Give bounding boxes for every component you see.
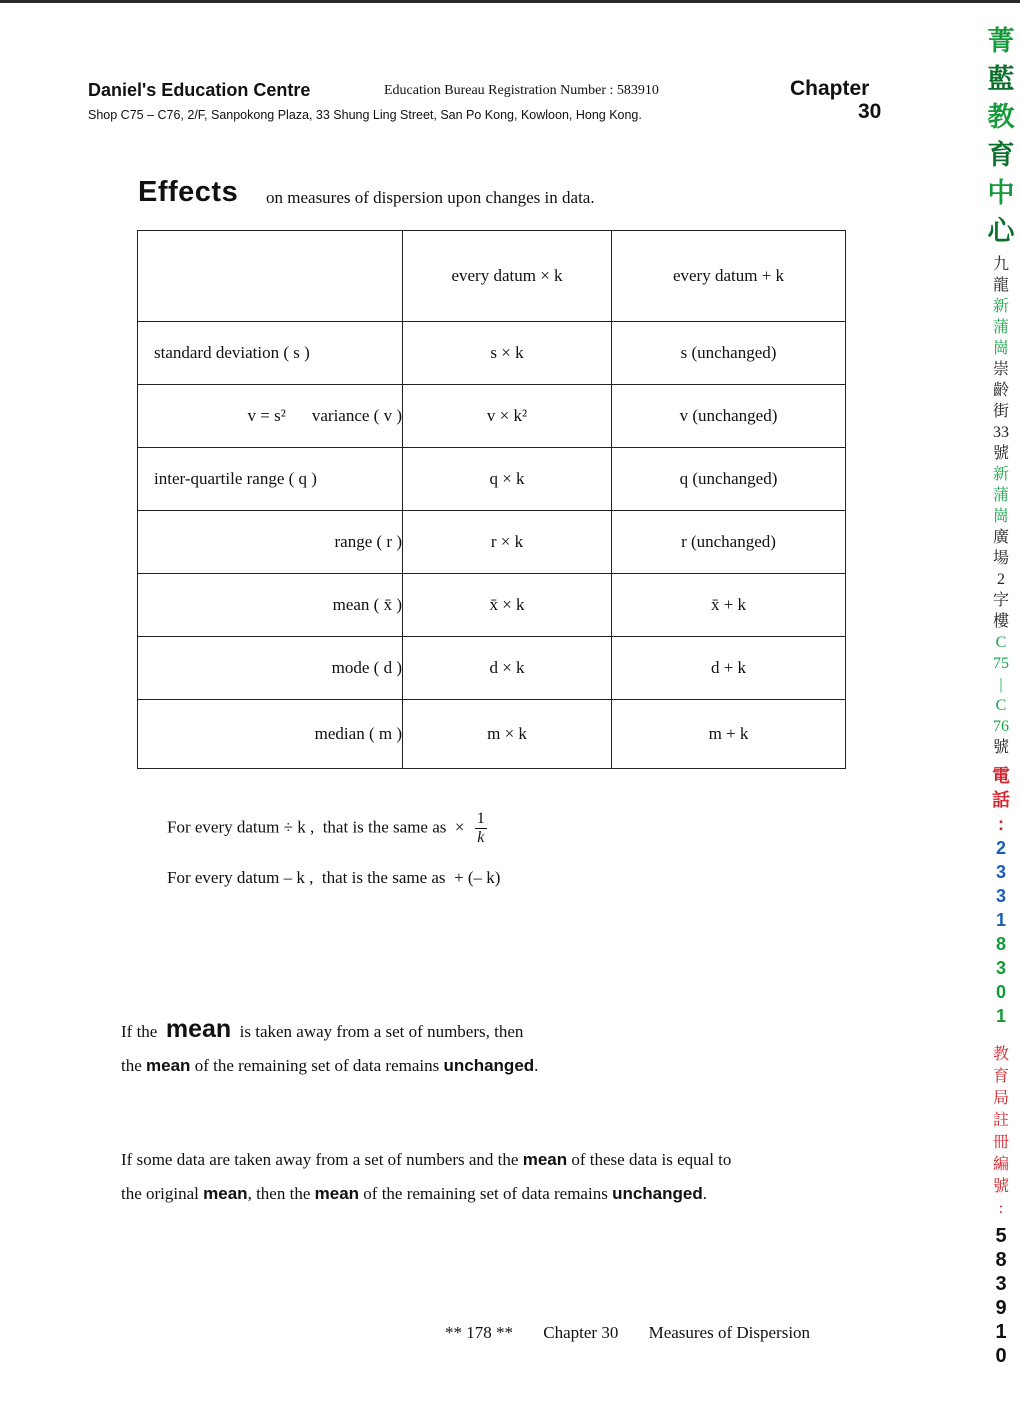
reciprocal-fraction [475,810,487,847]
side-address-char: | [999,676,1003,693]
side-address-char: 76 [993,718,1009,735]
side-name-char: 菁 [987,26,1015,56]
table-row [138,448,846,511]
variance-relation: v = s² [247,406,286,425]
side-address-char: 75 [993,655,1009,672]
side-address-char: 蒲 [992,319,1009,336]
column-header-add: every datum + k [612,231,846,322]
cell-multiply: r × k [403,511,612,574]
subtract-middle: that is the same as [321,868,446,887]
side-registration-digit: 1 [995,1321,1007,1343]
side-registration-digit: 8 [995,1249,1007,1271]
side-phone-label [986,764,1016,836]
cell-multiply: m × k [403,700,612,769]
subtract-note [167,868,500,888]
row-label: variance ( v ) [311,406,402,425]
top-rule [0,0,1020,3]
side-name-char: 育 [987,140,1015,170]
mean-emphasis: mean [165,1015,232,1043]
fraction-numerator: 1 [476,810,485,827]
subset-removed-paragraph: If some data are taken away from a set of numbers and the mean of these data is equal to the original mean, then the mean of the remaining set of data remains unchanged. [121,1150,732,1203]
side-address-char: 蒲 [992,487,1009,504]
side-name-char: 心 [987,216,1015,246]
side-registration-label [986,1044,1016,1220]
cell-multiply: s × k [403,322,612,385]
side-phone-digit: 1 [995,910,1006,930]
side-registration-digit: 9 [995,1297,1007,1319]
footer-chapter: Chapter 30 [543,1323,619,1342]
side-registration-digit: 5 [995,1225,1007,1247]
table-corner-cell [138,231,403,322]
cell-add: r (unchanged) [612,511,846,574]
side-address-char: 場 [992,550,1009,567]
side-address-char: 崗 [992,508,1009,525]
cell-add: v (unchanged) [612,385,846,448]
side-strip [986,22,1016,1368]
table-header-row [138,231,846,322]
para-text: of the remaining set of data remains [194,1056,440,1075]
side-address [986,254,1016,758]
table-row [138,385,846,448]
side-registration-number [986,1224,1016,1368]
side-registration-char: 冊 [992,1134,1009,1151]
para-text: the original [121,1184,199,1203]
row-label: standard deviation ( s ) [138,322,403,385]
side-registration-char: 註 [992,1112,1009,1129]
section-subtitle: on measures of dispersion upon changes in data. [266,188,595,207]
table-row [138,637,846,700]
side-centre-name [986,22,1016,250]
cell-multiply: v × k² [403,385,612,448]
side-phone-digit: 8 [995,934,1006,954]
cell-multiply: d × k [403,637,612,700]
side-address-char: 街 [992,403,1009,420]
row-label: range ( r ) [138,511,403,574]
side-address-char: 樓 [992,613,1009,630]
side-phone-digit: 3 [995,886,1006,906]
row-label: inter-quartile range ( q ) [138,448,403,511]
para-text: of these data is equal to [571,1150,732,1169]
side-address-char: C [995,634,1007,651]
side-address-char: 崗 [992,340,1009,357]
section-title: Effects [138,176,239,208]
para-text: If the [121,1022,158,1041]
chapter-number: 30 [858,100,882,123]
side-name-char: 藍 [987,64,1015,94]
cell-multiply: q × k [403,448,612,511]
para-text: If some data are taken away from a set of numbers and the [121,1150,519,1169]
mean-emphasis: mean [314,1184,360,1203]
cell-add: d + k [612,637,846,700]
side-address-char: 2 [997,571,1005,588]
mean-emphasis: mean [203,1184,248,1203]
mean-removed-paragraph: If the mean is taken away from a set of numbers, then the mean of the remaining set of data remains unchanged. [121,1015,539,1075]
side-address-char: 龍 [992,277,1009,294]
divide-times: × [454,817,465,837]
row-label: median ( m ) [138,700,403,769]
centre-name: Daniel's Education Centre [88,80,311,100]
cell-add: s (unchanged) [612,322,846,385]
unchanged-emphasis: unchanged [612,1184,703,1203]
side-phone-label-char: 電 [992,766,1010,786]
effects-table [137,230,846,769]
side-phone-digit: 3 [995,958,1006,978]
side-registration-char: 編 [992,1156,1009,1173]
cell-add: q (unchanged) [612,448,846,511]
subtract-prefix: For every datum – k , [167,868,314,887]
side-address-char: 新 [992,298,1009,315]
para-text: is taken away from a set of numbers, then [239,1022,524,1041]
side-phone-label-char: : [998,814,1004,834]
divide-middle: that is the same as [322,817,447,837]
fraction-denominator: k [477,829,485,846]
para-text: of the remaining set of data remains [363,1184,608,1203]
side-registration-char: 局 [992,1090,1009,1107]
table-row [138,574,846,637]
side-address-char: 33 [993,424,1009,441]
table-row [138,322,846,385]
side-registration-digit: 0 [995,1345,1007,1367]
row-label: mean ( x̄ ) [138,574,403,637]
side-address-char: 廣 [992,529,1009,546]
side-phone-digit: 3 [995,862,1006,882]
divide-prefix: For every datum ÷ k , [167,817,315,837]
side-phone-digit: 2 [995,838,1006,858]
side-address-char: 齡 [992,382,1009,399]
mean-emphasis: mean [522,1150,568,1169]
side-registration-char: : [998,1200,1004,1217]
registration-number: Education Bureau Registration Number : 583910 [384,83,659,98]
side-phone-digit: 0 [995,982,1006,1002]
para-text: , then the [247,1184,311,1203]
chapter-label: Chapter [790,77,870,100]
table-row [138,700,846,769]
column-header-multiply: every datum × k [403,231,612,322]
footer-topic: Measures of Dispersion [648,1323,811,1342]
side-name-char: 中 [987,178,1015,208]
side-registration-char: 育 [992,1068,1009,1085]
side-address-char: 號 [992,739,1009,756]
mean-emphasis: mean [146,1056,191,1075]
side-phone-digit: 1 [995,1006,1006,1026]
row-label: mode ( d ) [138,637,403,700]
side-address-char: C [995,697,1007,714]
page-number: ** 178 ** [445,1323,513,1342]
centre-address: Shop C75 – C76, 2/F, Sanpokong Plaza, 33 Shung Ling Street, San Po Kong, Kowloon, Hong Kong. [88,108,642,122]
para-text: the [121,1056,142,1075]
side-address-char: 號 [992,445,1009,462]
side-name-char: 教 [987,102,1015,132]
cell-add: x̄ + k [612,574,846,637]
side-registration-char: 教 [992,1046,1009,1063]
cell-multiply: x̄ × k [403,574,612,637]
divide-note [167,810,487,847]
row-label-cell [138,385,403,448]
side-address-char: 崇 [992,361,1009,378]
side-address-char: 字 [992,592,1009,609]
side-registration-digit: 3 [995,1273,1007,1295]
subtract-result: + (– k) [454,868,501,887]
table-row [138,511,846,574]
side-phone-label-char: 話 [992,790,1010,810]
unchanged-emphasis: unchanged [443,1056,535,1075]
page-footer [445,1323,836,1343]
side-phone-number [986,836,1016,1028]
side-address-char: 九 [992,256,1009,273]
side-registration-char: 號 [992,1178,1009,1195]
cell-add: m + k [612,700,846,769]
side-address-char: 新 [992,466,1009,483]
